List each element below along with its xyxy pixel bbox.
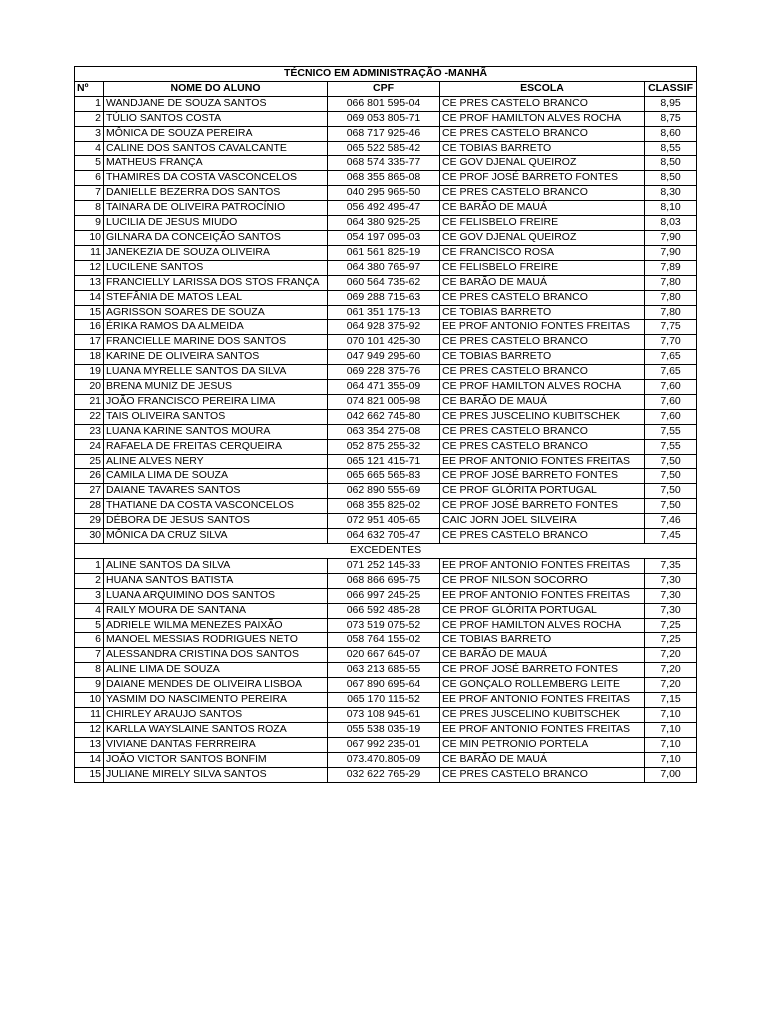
row-number: 13 bbox=[75, 275, 104, 290]
header-name: NOME DO ALUNO bbox=[104, 81, 328, 96]
student-score: 7,80 bbox=[645, 275, 697, 290]
student-name: STEFÂNIA DE MATOS LEAL bbox=[104, 290, 328, 305]
student-cpf: 060 564 735-62 bbox=[328, 275, 440, 290]
excedentes-list bbox=[75, 558, 697, 782]
row-number: 26 bbox=[75, 469, 104, 484]
student-score: 7,25 bbox=[645, 618, 697, 633]
student-cpf: 065 170 115-52 bbox=[328, 693, 440, 708]
header-cpf: CPF bbox=[328, 81, 440, 96]
row-number: 1 bbox=[75, 96, 104, 111]
table-row bbox=[75, 484, 697, 499]
student-school: CE PRES JUSCELINO KUBITSCHEK bbox=[440, 409, 645, 424]
row-number: 18 bbox=[75, 350, 104, 365]
student-cpf: 068 717 925-46 bbox=[328, 126, 440, 141]
row-number: 8 bbox=[75, 663, 104, 678]
student-score: 7,30 bbox=[645, 588, 697, 603]
table-row bbox=[75, 499, 697, 514]
table-row bbox=[75, 141, 697, 156]
table-row bbox=[75, 752, 697, 767]
student-school: CE BARÃO DE MAUÁ bbox=[440, 394, 645, 409]
row-number: 15 bbox=[75, 305, 104, 320]
student-score: 8,55 bbox=[645, 141, 697, 156]
row-number: 1 bbox=[75, 558, 104, 573]
student-school: CE PRES CASTELO BRANCO bbox=[440, 365, 645, 380]
row-number: 11 bbox=[75, 245, 104, 260]
header-num: Nº bbox=[75, 81, 104, 96]
student-score: 7,65 bbox=[645, 365, 697, 380]
table-row bbox=[75, 707, 697, 722]
table-row bbox=[75, 588, 697, 603]
table-row bbox=[75, 96, 697, 111]
student-school: CE PRES CASTELO BRANCO bbox=[440, 424, 645, 439]
row-number: 15 bbox=[75, 767, 104, 782]
student-name: TAIS OLIVEIRA SANTOS bbox=[104, 409, 328, 424]
student-cpf: 069 288 715-63 bbox=[328, 290, 440, 305]
row-number: 13 bbox=[75, 737, 104, 752]
row-number: 23 bbox=[75, 424, 104, 439]
student-cpf: 032 622 765-29 bbox=[328, 767, 440, 782]
student-cpf: 056 492 495-47 bbox=[328, 201, 440, 216]
student-school: CE GOV DJENAL QUEIROZ bbox=[440, 230, 645, 245]
student-name: LUANA KARINE SANTOS MOURA bbox=[104, 424, 328, 439]
student-score: 7,30 bbox=[645, 603, 697, 618]
table-row bbox=[75, 216, 697, 231]
table-row bbox=[75, 171, 697, 186]
student-cpf: 069 053 805-71 bbox=[328, 111, 440, 126]
student-score: 7,80 bbox=[645, 290, 697, 305]
table-row bbox=[75, 722, 697, 737]
student-score: 8,10 bbox=[645, 201, 697, 216]
student-name: ADRIELE WILMA MENEZES PAIXÃO bbox=[104, 618, 328, 633]
student-name: THAMIRES DA COSTA VASCONCELOS bbox=[104, 171, 328, 186]
student-score: 7,60 bbox=[645, 409, 697, 424]
student-score: 8,30 bbox=[645, 186, 697, 201]
student-school: CE PROF JOSÉ BARRETO FONTES bbox=[440, 171, 645, 186]
student-cpf: 064 632 705-47 bbox=[328, 529, 440, 544]
row-number: 14 bbox=[75, 752, 104, 767]
student-cpf: 058 764 155-02 bbox=[328, 633, 440, 648]
row-number: 12 bbox=[75, 260, 104, 275]
row-number: 7 bbox=[75, 186, 104, 201]
student-score: 7,10 bbox=[645, 752, 697, 767]
row-number: 8 bbox=[75, 201, 104, 216]
student-cpf: 068 355 825-02 bbox=[328, 499, 440, 514]
table-row bbox=[75, 454, 697, 469]
table-row bbox=[75, 156, 697, 171]
student-cpf: 070 101 425-30 bbox=[328, 335, 440, 350]
student-school: CE FELISBELO FREIRE bbox=[440, 216, 645, 231]
student-name: KARINE DE OLIVEIRA SANTOS bbox=[104, 350, 328, 365]
student-cpf: 068 866 695-75 bbox=[328, 573, 440, 588]
table-row bbox=[75, 573, 697, 588]
student-name: YASMIM DO NASCIMENTO PEREIRA bbox=[104, 693, 328, 708]
table-row bbox=[75, 290, 697, 305]
student-cpf: 066 997 245-25 bbox=[328, 588, 440, 603]
student-cpf: 073.470.805-09 bbox=[328, 752, 440, 767]
student-name: RAFAELA DE FREITAS CERQUEIRA bbox=[104, 439, 328, 454]
student-school: CE PROF GLÓRITA PORTUGAL bbox=[440, 603, 645, 618]
student-school: CE PRES CASTELO BRANCO bbox=[440, 96, 645, 111]
table-row bbox=[75, 439, 697, 454]
student-school: CE PROF HAMILTON ALVES ROCHA bbox=[440, 380, 645, 395]
student-score: 7,70 bbox=[645, 335, 697, 350]
student-school: CE PROF JOSÉ BARRETO FONTES bbox=[440, 499, 645, 514]
table-row bbox=[75, 245, 697, 260]
student-score: 7,20 bbox=[645, 648, 697, 663]
table-row bbox=[75, 201, 697, 216]
row-number: 5 bbox=[75, 156, 104, 171]
student-score: 7,10 bbox=[645, 722, 697, 737]
student-cpf: 065 522 585-42 bbox=[328, 141, 440, 156]
row-number: 3 bbox=[75, 126, 104, 141]
row-number: 2 bbox=[75, 573, 104, 588]
row-number: 6 bbox=[75, 171, 104, 186]
student-name: VIVIANE DANTAS FERRREIRA bbox=[104, 737, 328, 752]
student-school: EE PROF ANTONIO FONTES FREITAS bbox=[440, 454, 645, 469]
table-row bbox=[75, 633, 697, 648]
student-school: EE PROF ANTONIO FONTES FREITAS bbox=[440, 320, 645, 335]
student-cpf: 066 592 485-28 bbox=[328, 603, 440, 618]
student-name: HUANA SANTOS BATISTA bbox=[104, 573, 328, 588]
student-cpf: 063 213 685-55 bbox=[328, 663, 440, 678]
row-number: 27 bbox=[75, 484, 104, 499]
student-cpf: 064 471 355-09 bbox=[328, 380, 440, 395]
student-score: 8,60 bbox=[645, 126, 697, 141]
student-cpf: 071 252 145-33 bbox=[328, 558, 440, 573]
student-name: MÔNICA DE SOUZA PEREIRA bbox=[104, 126, 328, 141]
student-score: 8,95 bbox=[645, 96, 697, 111]
student-score: 7,80 bbox=[645, 305, 697, 320]
student-name: LUANA MYRELLE SANTOS DA SILVA bbox=[104, 365, 328, 380]
table-row bbox=[75, 558, 697, 573]
student-score: 7,90 bbox=[645, 230, 697, 245]
student-school: EE PROF ANTONIO FONTES FREITAS bbox=[440, 722, 645, 737]
student-cpf: 068 574 335-77 bbox=[328, 156, 440, 171]
student-name: DAIANE TAVARES SANTOS bbox=[104, 484, 328, 499]
row-number: 9 bbox=[75, 216, 104, 231]
student-name: FRANCIELLE MARINE DOS SANTOS bbox=[104, 335, 328, 350]
row-number: 3 bbox=[75, 588, 104, 603]
student-school: CE MIN PETRONIO PORTELA bbox=[440, 737, 645, 752]
student-score: 7,55 bbox=[645, 424, 697, 439]
student-name: JANEKEZIA DE SOUZA OLIVEIRA bbox=[104, 245, 328, 260]
student-school: EE PROF ANTONIO FONTES FREITAS bbox=[440, 588, 645, 603]
row-number: 10 bbox=[75, 230, 104, 245]
student-school: CE PRES CASTELO BRANCO bbox=[440, 439, 645, 454]
table-row bbox=[75, 409, 697, 424]
student-school: CE PROF JOSÉ BARRETO FONTES bbox=[440, 469, 645, 484]
student-score: 7,50 bbox=[645, 484, 697, 499]
student-cpf: 064 380 765-97 bbox=[328, 260, 440, 275]
student-score: 8,50 bbox=[645, 171, 697, 186]
table-row bbox=[75, 469, 697, 484]
student-school: CE PRES JUSCELINO KUBITSCHEK bbox=[440, 707, 645, 722]
student-school: CE PRES CASTELO BRANCO bbox=[440, 186, 645, 201]
student-score: 7,15 bbox=[645, 693, 697, 708]
student-name: WANDJANE DE SOUZA SANTOS bbox=[104, 96, 328, 111]
student-cpf: 042 662 745-80 bbox=[328, 409, 440, 424]
student-school: CE TOBIAS BARRETO bbox=[440, 141, 645, 156]
student-score: 7,10 bbox=[645, 707, 697, 722]
student-school: CE GOV DJENAL QUEIROZ bbox=[440, 156, 645, 171]
student-score: 7,20 bbox=[645, 663, 697, 678]
header-school: ESCOLA bbox=[440, 81, 645, 96]
student-school: CE TOBIAS BARRETO bbox=[440, 350, 645, 365]
student-name: FRANCIELLY LARISSA DOS STOS FRANÇA bbox=[104, 275, 328, 290]
student-score: 7,46 bbox=[645, 514, 697, 529]
student-cpf: 065 665 565-83 bbox=[328, 469, 440, 484]
student-school: CE PROF JOSÉ BARRETO FONTES bbox=[440, 663, 645, 678]
student-school: CE TOBIAS BARRETO bbox=[440, 305, 645, 320]
student-cpf: 072 951 405-65 bbox=[328, 514, 440, 529]
row-number: 20 bbox=[75, 380, 104, 395]
student-cpf: 064 380 925-25 bbox=[328, 216, 440, 231]
student-cpf: 020 667 645-07 bbox=[328, 648, 440, 663]
student-name: AGRISSON SOARES DE SOUZA bbox=[104, 305, 328, 320]
student-cpf: 047 949 295-60 bbox=[328, 350, 440, 365]
student-score: 7,50 bbox=[645, 454, 697, 469]
student-cpf: 061 351 175-13 bbox=[328, 305, 440, 320]
table-row bbox=[75, 737, 697, 752]
student-cpf: 069 228 375-76 bbox=[328, 365, 440, 380]
table-row bbox=[75, 126, 697, 141]
student-name: JULIANE MIRELY SILVA SANTOS bbox=[104, 767, 328, 782]
student-name: LUCILIA DE JESUS MIUDO bbox=[104, 216, 328, 231]
student-score: 7,50 bbox=[645, 499, 697, 514]
table-row bbox=[75, 230, 697, 245]
table-row bbox=[75, 514, 697, 529]
row-number: 19 bbox=[75, 365, 104, 380]
student-cpf: 064 928 375-92 bbox=[328, 320, 440, 335]
student-cpf: 073 519 075-52 bbox=[328, 618, 440, 633]
student-school: CE TOBIAS BARRETO bbox=[440, 633, 645, 648]
student-school: CE PROF HAMILTON ALVES ROCHA bbox=[440, 111, 645, 126]
row-number: 4 bbox=[75, 603, 104, 618]
student-cpf: 061 561 825-19 bbox=[328, 245, 440, 260]
student-name: CAMILA LIMA DE SOUZA bbox=[104, 469, 328, 484]
table-row bbox=[75, 663, 697, 678]
student-cpf: 068 355 865-08 bbox=[328, 171, 440, 186]
student-cpf: 040 295 965-50 bbox=[328, 186, 440, 201]
table-row bbox=[75, 648, 697, 663]
table-row bbox=[75, 365, 697, 380]
student-name: ALINE SANTOS DA SILVA bbox=[104, 558, 328, 573]
student-score: 7,50 bbox=[645, 469, 697, 484]
table-row bbox=[75, 186, 697, 201]
table-row bbox=[75, 320, 697, 335]
table-row bbox=[75, 424, 697, 439]
student-name: ALINE LIMA DE SOUZA bbox=[104, 663, 328, 678]
sheet-title: TÉCNICO EM ADMINISTRAÇÃO -MANHÃ bbox=[75, 67, 697, 82]
student-school: CE FRANCISCO ROSA bbox=[440, 245, 645, 260]
row-number: 6 bbox=[75, 633, 104, 648]
student-name: LUCILENE SANTOS bbox=[104, 260, 328, 275]
row-number: 24 bbox=[75, 439, 104, 454]
student-score: 7,10 bbox=[645, 737, 697, 752]
student-name: MÔNICA DA CRUZ SILVA bbox=[104, 529, 328, 544]
table-row bbox=[75, 529, 697, 544]
student-name: CHIRLEY ARAUJO SANTOS bbox=[104, 707, 328, 722]
student-school: CAIC JORN JOEL SILVEIRA bbox=[440, 514, 645, 529]
row-number: 14 bbox=[75, 290, 104, 305]
student-school: CE PROF NILSON SOCORRO bbox=[440, 573, 645, 588]
row-number: 21 bbox=[75, 394, 104, 409]
table-row bbox=[75, 335, 697, 350]
excedentes-row bbox=[75, 544, 697, 559]
student-name: DÉBORA DE JESUS SANTOS bbox=[104, 514, 328, 529]
row-number: 9 bbox=[75, 678, 104, 693]
classified-list bbox=[75, 96, 697, 543]
student-school: CE BARÃO DE MAUÁ bbox=[440, 648, 645, 663]
student-school: CE PRES CASTELO BRANCO bbox=[440, 290, 645, 305]
student-cpf: 065 121 415-71 bbox=[328, 454, 440, 469]
student-score: 7,30 bbox=[645, 573, 697, 588]
student-name: ALESSANDRA CRISTINA DOS SANTOS bbox=[104, 648, 328, 663]
student-cpf: 054 197 095-03 bbox=[328, 230, 440, 245]
student-name: TAINARA DE OLIVEIRA PATROCÍNIO bbox=[104, 201, 328, 216]
row-number: 10 bbox=[75, 693, 104, 708]
student-school: CE BARÃO DE MAUÁ bbox=[440, 275, 645, 290]
row-number: 4 bbox=[75, 141, 104, 156]
row-number: 12 bbox=[75, 722, 104, 737]
student-score: 7,00 bbox=[645, 767, 697, 782]
student-name: MATHEUS FRANÇA bbox=[104, 156, 328, 171]
row-number: 17 bbox=[75, 335, 104, 350]
table-row bbox=[75, 394, 697, 409]
student-score: 7,20 bbox=[645, 678, 697, 693]
student-cpf: 067 992 235-01 bbox=[328, 737, 440, 752]
student-name: JOÃO VICTOR SANTOS BONFIM bbox=[104, 752, 328, 767]
student-name: DANIELLE BEZERRA DOS SANTOS bbox=[104, 186, 328, 201]
student-score: 7,65 bbox=[645, 350, 697, 365]
student-name: DAIANE MENDES DE OLIVEIRA LISBOA bbox=[104, 678, 328, 693]
row-number: 5 bbox=[75, 618, 104, 633]
student-school: CE PROF HAMILTON ALVES ROCHA bbox=[440, 618, 645, 633]
student-cpf: 067 890 695-64 bbox=[328, 678, 440, 693]
student-school: EE PROF ANTONIO FONTES FREITAS bbox=[440, 558, 645, 573]
student-name: RAILY MOURA DE SANTANA bbox=[104, 603, 328, 618]
table-row bbox=[75, 111, 697, 126]
row-number: 2 bbox=[75, 111, 104, 126]
student-cpf: 063 354 275-08 bbox=[328, 424, 440, 439]
row-number: 25 bbox=[75, 454, 104, 469]
student-school: CE FELISBELO FREIRE bbox=[440, 260, 645, 275]
student-school: CE BARÃO DE MAUÁ bbox=[440, 752, 645, 767]
table-row bbox=[75, 603, 697, 618]
student-school: CE PRES CASTELO BRANCO bbox=[440, 126, 645, 141]
student-name: THATIANE DA COSTA VASCONCELOS bbox=[104, 499, 328, 514]
student-name: JOÃO FRANCISCO PEREIRA LIMA bbox=[104, 394, 328, 409]
student-name: GILNARA DA CONCEIÇÃO SANTOS bbox=[104, 230, 328, 245]
header-score: CLASSIF bbox=[645, 81, 697, 96]
row-number: 11 bbox=[75, 707, 104, 722]
table-row bbox=[75, 275, 697, 290]
student-school: CE PROF GLÓRITA PORTUGAL bbox=[440, 484, 645, 499]
table-row bbox=[75, 350, 697, 365]
table-row bbox=[75, 767, 697, 782]
table-row bbox=[75, 380, 697, 395]
header-row bbox=[75, 81, 697, 96]
student-name: MANOEL MESSIAS RODRIGUES NETO bbox=[104, 633, 328, 648]
student-name: CALINE DOS SANTOS CAVALCANTE bbox=[104, 141, 328, 156]
student-school: CE BARÃO DE MAUÁ bbox=[440, 201, 645, 216]
student-score: 7,60 bbox=[645, 394, 697, 409]
student-cpf: 055 538 035-19 bbox=[328, 722, 440, 737]
student-score: 7,55 bbox=[645, 439, 697, 454]
student-name: KARLLA WAYSLAINE SANTOS ROZA bbox=[104, 722, 328, 737]
student-cpf: 052 875 255-32 bbox=[328, 439, 440, 454]
row-number: 28 bbox=[75, 499, 104, 514]
student-score: 7,90 bbox=[645, 245, 697, 260]
student-cpf: 074 821 005-98 bbox=[328, 394, 440, 409]
row-number: 22 bbox=[75, 409, 104, 424]
student-score: 7,75 bbox=[645, 320, 697, 335]
title-row bbox=[75, 67, 697, 82]
student-name: BRENA MUNIZ DE JESUS bbox=[104, 380, 328, 395]
row-number: 29 bbox=[75, 514, 104, 529]
student-school: CE PRES CASTELO BRANCO bbox=[440, 335, 645, 350]
table-row bbox=[75, 678, 697, 693]
ranking-table bbox=[74, 66, 697, 783]
student-score: 7,60 bbox=[645, 380, 697, 395]
student-name: ÉRIKA RAMOS DA ALMEIDA bbox=[104, 320, 328, 335]
student-cpf: 066 801 595-04 bbox=[328, 96, 440, 111]
table-row bbox=[75, 693, 697, 708]
excedentes-section bbox=[75, 544, 697, 559]
student-score: 7,89 bbox=[645, 260, 697, 275]
row-number: 30 bbox=[75, 529, 104, 544]
student-score: 7,35 bbox=[645, 558, 697, 573]
student-score: 8,75 bbox=[645, 111, 697, 126]
row-number: 16 bbox=[75, 320, 104, 335]
student-school: CE PRES CASTELO BRANCO bbox=[440, 767, 645, 782]
student-score: 8,03 bbox=[645, 216, 697, 231]
row-number: 7 bbox=[75, 648, 104, 663]
student-score: 7,25 bbox=[645, 633, 697, 648]
student-school: CE PRES CASTELO BRANCO bbox=[440, 529, 645, 544]
student-cpf: 062 890 555-69 bbox=[328, 484, 440, 499]
table-row bbox=[75, 618, 697, 633]
student-cpf: 073 108 945-61 bbox=[328, 707, 440, 722]
excedentes-label: EXCEDENTES bbox=[75, 544, 697, 559]
student-name: TÚLIO SANTOS COSTA bbox=[104, 111, 328, 126]
student-school: CE GONÇALO ROLLEMBERG LEITE bbox=[440, 678, 645, 693]
table-row bbox=[75, 260, 697, 275]
student-name: LUANA ARQUIMINO DOS SANTOS bbox=[104, 588, 328, 603]
student-name: ALINE ALVES NERY bbox=[104, 454, 328, 469]
table-row bbox=[75, 305, 697, 320]
student-school: EE PROF ANTONIO FONTES FREITAS bbox=[440, 693, 645, 708]
student-score: 7,45 bbox=[645, 529, 697, 544]
student-score: 8,50 bbox=[645, 156, 697, 171]
